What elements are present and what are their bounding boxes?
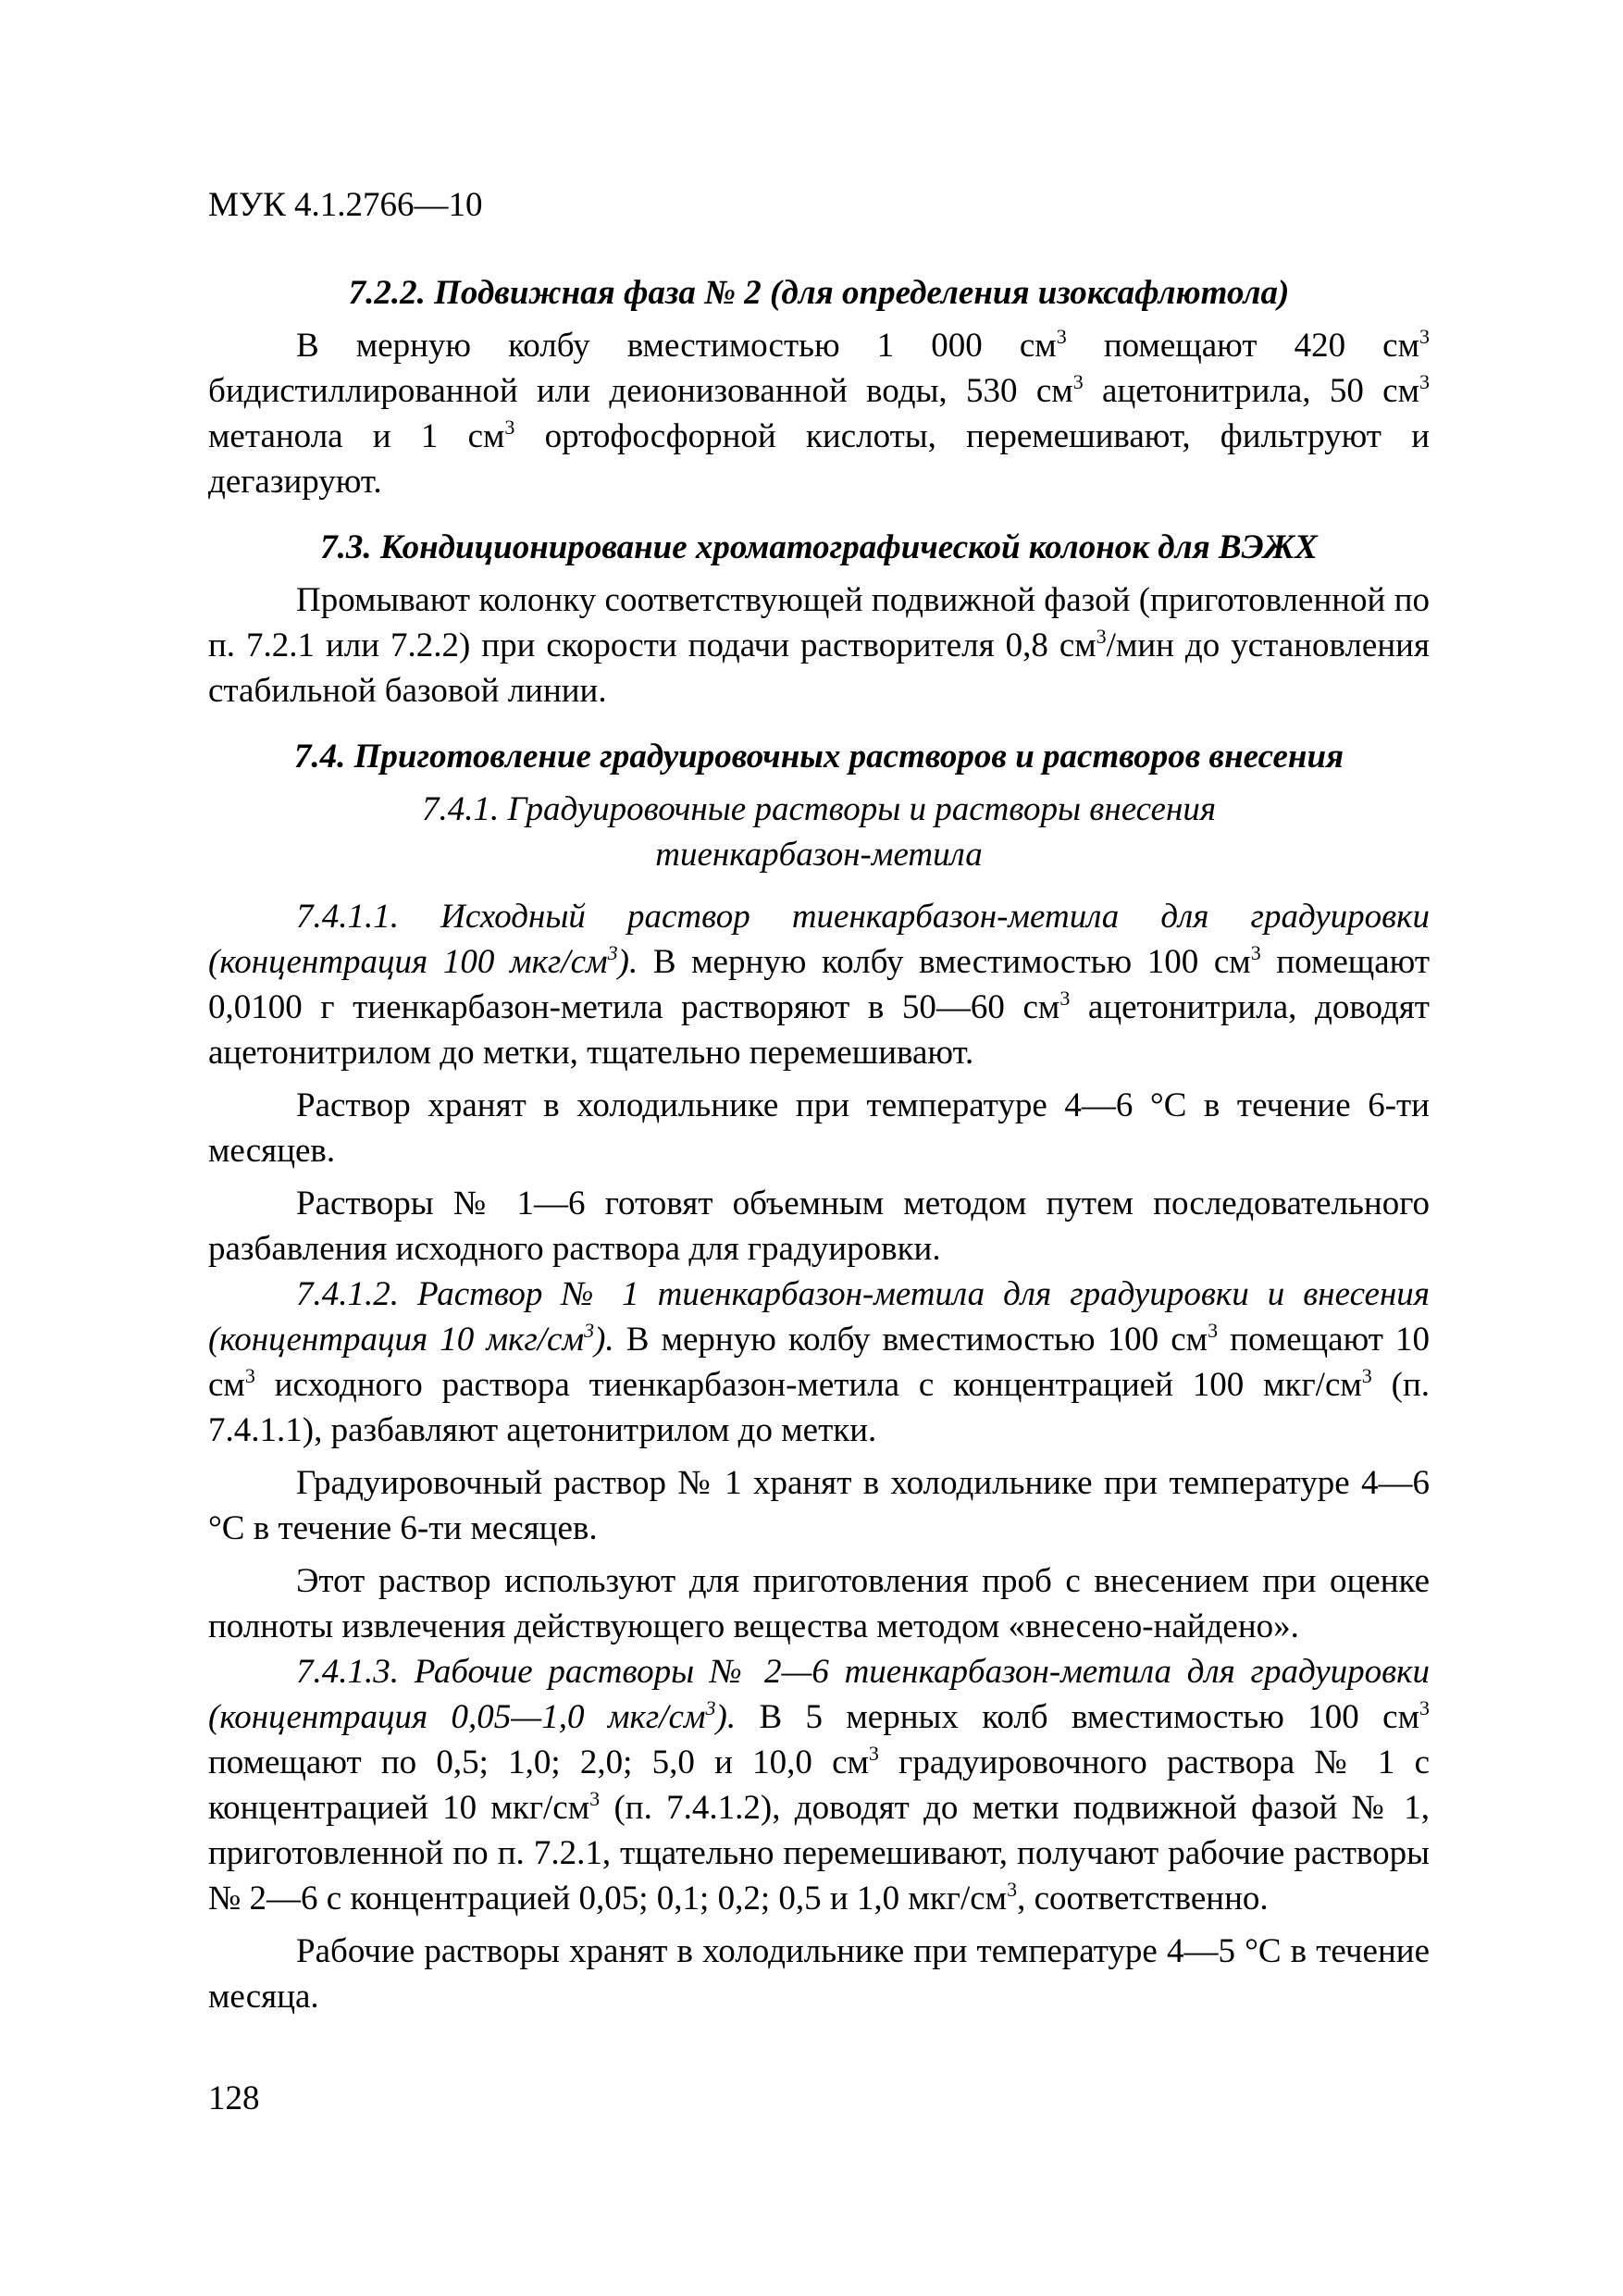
paragraph-storage-1: Раствор хранят в холодильнике при температуре 4—6 °С в течение 6-ти месяцев.	[208, 1086, 1430, 1170]
section-heading-7-4: 7.4. Приготовление градуировочных растворов и растворов внесения	[293, 738, 1344, 776]
paragraph-7-3: Промывают колонку соответствующей подвижной фазой (приготовленной по п. 7.2.1 или 7.2.2) при скорости подачи растворителя 0,8 $см^3$/мин до установления стабильной базовой линии.	[208, 581, 1430, 710]
section-heading-7-3: 7.3. Кондиционирование хроматографической колонок для ВЭЖХ	[320, 528, 1318, 566]
paragraph-7-4-1-2: 7.4.1.2. Раствор № 1 тиенкарбазон-метила для градуировки и внесения (концентрация 10 мкг/$см^3$). В мерную колбу вместимостью 100 $см^3$ помещают 10 $см^3$ исходного раствора тиенкарбазон-метила с концентрацией 100 мкг/$см^3$ (п. 7.4.1.1), разбавляют ацетонитрилом до метки.	[208, 1275, 1431, 1449]
page-number: 128	[208, 2079, 260, 2117]
subsection-heading-7-4-1-line2: тиенкарбазон-метила	[655, 836, 983, 874]
paragraph-7-4-1-3: 7.4.1.3. Рабочие растворы № 2—6 тиенкарбазон-метила для градуировки (концентрация 0,05—1,0 мкг/$см^3$). В 5 мерных колб вместимостью 100 $см^3$ помещают по 0,5; 1,0; 2,0; 5,0 и 10,0 $см^3$ градуировочного раствора № 1 с концентрацией 10 мкг/$см^3$ (п. 7.4.1.2), доводят до метки подвижной фазой № 1, приготовленной по п. 7.2.1, тщательно перемешивают, получают рабочие растворы № 2—6 с концентрацией 0,05; 0,1; 0,2; 0,5 и 1,0 мкг/$см^3$, соответственно.	[208, 1653, 1431, 1917]
subsection-heading-7-4-1-line1: 7.4.1. Градуировочные растворы и растворы внесения	[421, 790, 1217, 828]
paragraph-7-4-1-1: 7.4.1.1. Исходный раствор тиенкарбазон-метила для градуировки (концентрация 100 мкг/$см^3$). В мерную колбу вместимостью 100 $см^3$ помещают 0,0100 г тиенкарбазон-метила растворяют в 50—60 $см^3$ ацетонитрила, доводят ацетонитрилом до метки, тщательно перемешивают.	[208, 898, 1431, 1072]
paragraph-usage: Этот раствор используют для приготовления проб с внесением при оценке полноты извлечения действующего вещества методом «внесено-найдено».	[208, 1562, 1430, 1645]
paragraph-storage-2: Градуировочный раствор № 1 хранят в холодильнике при температуре 4—6 °С в течение 6-ти месяцев.	[208, 1464, 1430, 1547]
document-body	[208, 270, 1430, 2019]
running-header: МУК 4.1.2766—10	[208, 186, 483, 224]
paragraph-preparation: Растворы № 1—6 готовят объемным методом путем последовательного разбавления исходного раствора для градуировки.	[208, 1185, 1430, 1268]
section-heading-7-2-2: 7.2.2. Подвижная фаза № 2 (для определения изоксафлютола)	[348, 274, 1290, 312]
paragraph-7-2-2: В мерную колбу вместимостью 1 000 $см^3$ помещают 420 $см^3$ бидистиллированной или деионизованной воды, 530 $см^3$ ацетонитрила, 50 $см^3$ метанола и 1 $см^3$ ортофосфорной кислоты, перемешивают, фильтруют и дегазируют.	[208, 325, 1431, 501]
paragraph-storage-3: Рабочие растворы хранят в холодильнике при температуре 4—5 °С в течение месяца.	[208, 1932, 1430, 2016]
